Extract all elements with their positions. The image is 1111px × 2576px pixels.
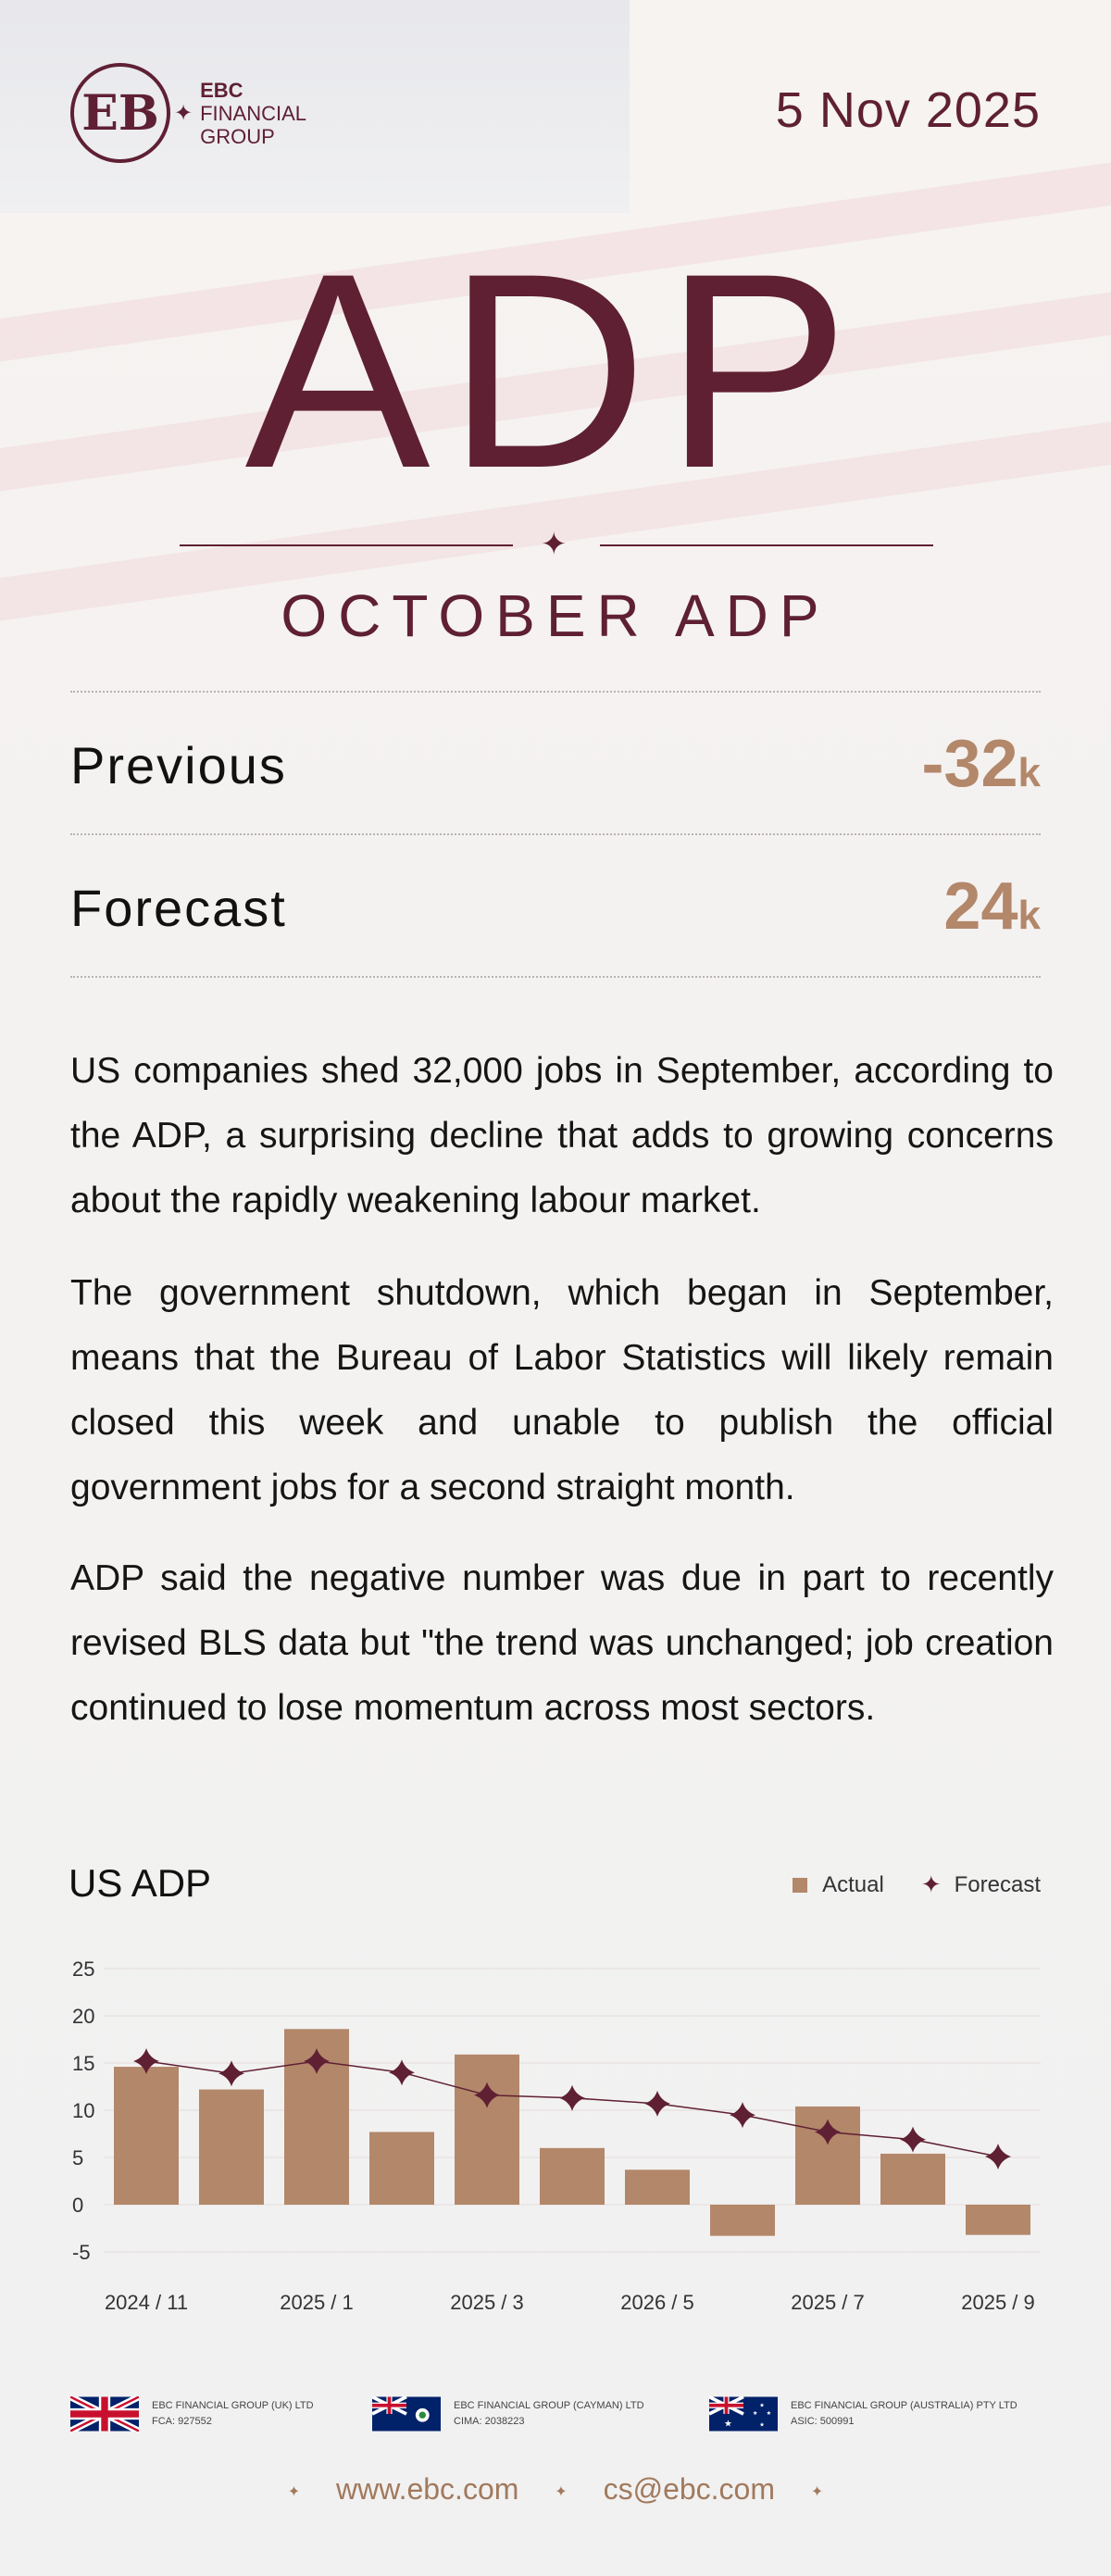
- brand-logo[interactable]: [70, 63, 306, 163]
- regulator-australia: [709, 2396, 1017, 2432]
- paragraph-1: US companies shed 32,000 jobs in September, according to the ADP, a surprising decline that adds to growing concerns about the rapidly weakening labour market.: [70, 1051, 1054, 1220]
- separator: [70, 833, 1041, 835]
- forecast-point: [559, 2085, 585, 2111]
- regulator-cayman: [372, 2396, 644, 2432]
- adp-chart: [0, 1935, 1111, 2333]
- x-tick-label: 2025 / 1: [280, 2291, 354, 2314]
- star-icon: ✦: [920, 1870, 942, 1898]
- regulator-cayman-license: CIMA: 2038223: [454, 2416, 525, 2427]
- svg-text:★: ★: [759, 2421, 765, 2429]
- bar-actual: [455, 2055, 519, 2205]
- y-tick-label: 20: [72, 2005, 95, 2028]
- sparkle-icon: ✦: [555, 2483, 568, 2500]
- svg-text:★: ★: [724, 2419, 732, 2430]
- previous-number: -32: [921, 727, 1018, 801]
- forecast-point: [218, 2060, 244, 2086]
- brand-name: [200, 79, 306, 148]
- australia-flag-icon: [709, 2396, 778, 2432]
- forecast-point: [644, 2091, 670, 2117]
- y-tick-label: 10: [72, 2099, 95, 2122]
- forecast-unit: k: [1017, 893, 1041, 938]
- report-date: 5 Nov 2025: [775, 82, 1041, 138]
- legend-actual-label: Actual: [822, 1871, 884, 1897]
- svg-text:★: ★: [766, 2410, 772, 2418]
- chart-title: US ADP: [69, 1861, 212, 1905]
- regulator-australia-license: ASIC: 500991: [791, 2416, 855, 2427]
- bar-actual: [369, 2132, 434, 2205]
- forecast-point: [730, 2102, 755, 2128]
- legend-forecast-label: Forecast: [954, 1871, 1041, 1897]
- website-link[interactable]: www.ebc.com: [336, 2472, 519, 2506]
- cayman-flag-icon: [372, 2396, 441, 2432]
- chart-legend: [793, 1870, 1041, 1899]
- previous-value: [921, 726, 1041, 802]
- ebc-logo-icon: EB: [70, 63, 170, 163]
- divider-left: [180, 544, 513, 546]
- bar-actual: [114, 2067, 179, 2205]
- regulator-uk: [70, 2396, 314, 2432]
- brand-line-3: GROUP: [200, 124, 275, 148]
- divider-right: [600, 544, 933, 546]
- regulator-cayman-name: EBC FINANCIAL GROUP (CAYMAN) LTD: [454, 2400, 644, 2411]
- previous-label: Previous: [70, 736, 287, 794]
- y-tick-label: -5: [72, 2241, 91, 2264]
- regulator-uk-license: FCA: 927552: [152, 2416, 212, 2427]
- svg-text:★: ★: [752, 2410, 758, 2418]
- x-tick-label: 2026 / 5: [620, 2291, 694, 2314]
- x-tick-label: 2025 / 7: [791, 2291, 865, 2314]
- sparkle-icon: ✦: [810, 2483, 824, 2500]
- bar-actual: [966, 2205, 1030, 2235]
- x-tick-label: 2025 / 3: [450, 2291, 524, 2314]
- regulators-row: [70, 2396, 1041, 2433]
- footer-links: [0, 2472, 1111, 2507]
- forecast-label: Forecast: [70, 879, 287, 937]
- bar-actual: [540, 2148, 605, 2205]
- forecast-point: [900, 2127, 926, 2153]
- email-link[interactable]: cs@ebc.com: [603, 2472, 775, 2506]
- bar-actual: [880, 2154, 945, 2205]
- forecast-number: 24: [943, 869, 1018, 944]
- x-tick-label: 2025 / 9: [961, 2291, 1035, 2314]
- x-tick-label: 2024 / 11: [104, 2291, 189, 2314]
- sparkle-icon: ✦: [174, 100, 193, 126]
- previous-unit: k: [1017, 750, 1041, 795]
- forecast-point: [985, 2144, 1011, 2170]
- forecast-value: [943, 869, 1041, 944]
- y-tick-label: 5: [72, 2146, 84, 2170]
- y-tick-label: 25: [72, 1957, 95, 1981]
- paragraph-3: ADP said the negative number was due in part to recently revised BLS data but "the trend was unchanged; job creation continued to lose momentum across most sectors.: [70, 1558, 1054, 1728]
- y-tick-label: 0: [72, 2194, 84, 2217]
- bar-actual: [710, 2205, 775, 2236]
- page-title: ADP: [244, 215, 867, 526]
- bar-actual: [625, 2170, 690, 2205]
- regulator-australia-name: EBC FINANCIAL GROUP (AUSTRALIA) PTY LTD: [791, 2400, 1017, 2411]
- y-tick-label: 15: [72, 2052, 95, 2075]
- sparkle-icon: ✦: [541, 526, 568, 563]
- sparkle-icon: ✦: [287, 2483, 301, 2500]
- bar-actual: [199, 2090, 264, 2205]
- uk-flag-icon: [70, 2396, 139, 2432]
- paragraph-2: The government shutdown, which began in September, means that the Bureau of Labor Statistics will likely remain closed this week and unable to publish the official government jobs for a second straight month.: [70, 1273, 1054, 1507]
- brand-line-2: FINANCIAL: [200, 101, 307, 125]
- page-subtitle: OCTOBER ADP: [281, 582, 830, 649]
- separator: [70, 691, 1041, 693]
- regulator-uk-name: EBC FINANCIAL GROUP (UK) LTD: [152, 2400, 314, 2411]
- legend-actual-swatch: [793, 1878, 807, 1893]
- brand-line-1: EBC: [200, 78, 243, 102]
- separator: [70, 976, 1041, 978]
- svg-text:★: ★: [759, 2402, 765, 2409]
